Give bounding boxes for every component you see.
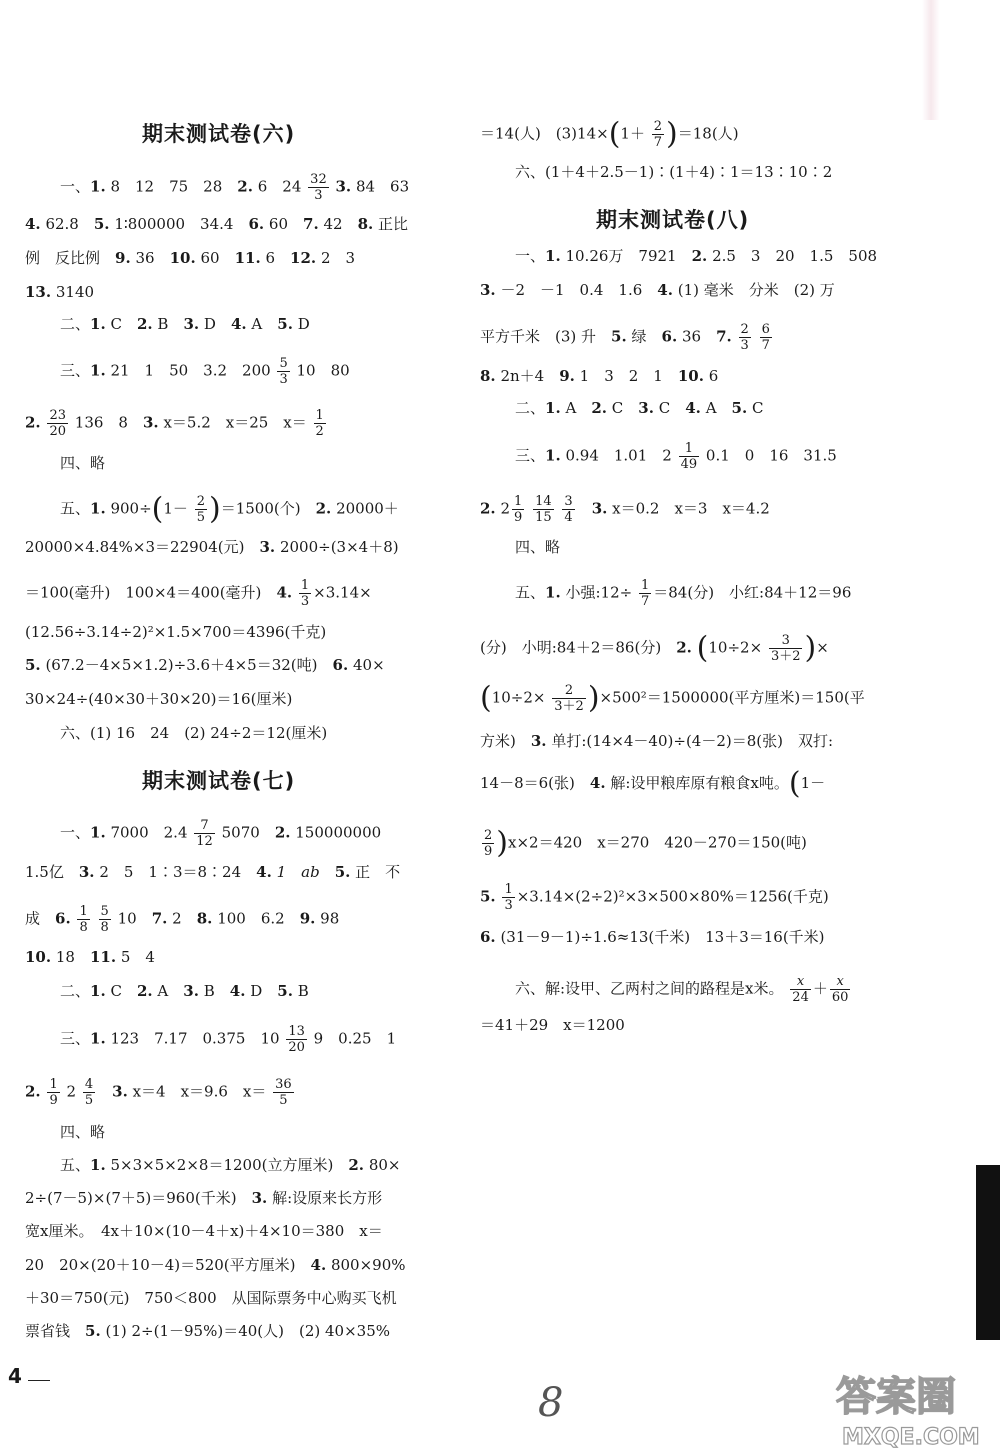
answer-line: 2÷(7－5)×(7＋5)＝960(千米) 3. 解:设原来长方形 (25, 1189, 383, 1207)
answer-line: 四、略 (60, 454, 106, 472)
answer-line: 例 反比例 9. 36 10. 60 11. 6 12. 2 3 (25, 249, 356, 267)
fraction: $\frac{1}{7}$ (640, 578, 650, 609)
fraction: $\frac{2}{7}$ (653, 119, 663, 150)
answer-line: 六、(1＋4＋2.5－1)∶(1＋4)∶1＝13∶10∶2 (515, 163, 833, 181)
fraction: $\frac{2}{3+2}$ (554, 683, 584, 714)
answer-line: (分) 小明:84＋2＝86(分) 2. (10÷2× $\frac{3}{3+2}$ )× (480, 630, 829, 666)
edge-tint (922, 0, 940, 120)
section-title-7: 期末测试卷(七) (142, 769, 296, 793)
fraction: $\frac{1}{49}$ (680, 441, 698, 472)
fraction: $\frac{7}{12}$ (196, 818, 213, 849)
fraction: $\frac{14}{15}$ (535, 494, 552, 525)
answer-line: 10. 18 11. 5 4 (25, 948, 155, 966)
answer-line: ＝100(毫升) 100×4＝400(毫升) 4. $\frac{1}{3}$ ×3.14× (25, 578, 372, 609)
answer-line: 1.5亿 3. 2 5 1∶3＝8∶24 4. 1 ab 5. 正 不 (25, 863, 401, 881)
answer-line: 一、1. 7000 2.4 $\frac{7}{12}$ 5070 2. 150000000 (60, 818, 382, 849)
answer-line: ＋30＝750(元) 750＜800 从国际票务中心购买飞机 (25, 1289, 397, 1307)
fraction: $\frac{13}{20}$ (288, 1024, 305, 1055)
answer-line: 2. $\frac{23}{20}$ 136 8 3. x＝5.2 x＝25 x＝ $\frac{1}{2}$ (25, 408, 324, 439)
fraction: $\frac{1}{3}$ (504, 882, 513, 913)
answer-line: 四、略 (515, 538, 561, 556)
answer-line: 五、1. 5×3×5×2×8＝1200(立方厘米) 2. 80× (60, 1156, 401, 1174)
answer-line: 14－8＝6(张) 4. 解:设甲粮库原有粮食x吨。(1－ (480, 766, 826, 801)
answer-line: 宽x厘米。 4x＋10×(10－4＋x)＋4×10＝380 x＝ (25, 1222, 383, 1240)
section-title-8: 期末测试卷(八) (596, 208, 750, 232)
answer-line: 二、1. C 2. B 3. D 4. A 5. D (60, 315, 310, 333)
fraction: $\frac{1}{8}$ (79, 904, 88, 935)
fraction: $\frac{3}{3+2}$ (770, 633, 801, 664)
answer-line: 4. 62.8 5. 1∶800000 34.4 6. 60 7. 42 8. 正比 (25, 215, 409, 233)
answer-line: (12.56÷3.14÷2)²×1.5×700＝4396(千克) (25, 623, 327, 641)
answer-line: 二、1. A 2. C 3. C 4. A 5. C (515, 399, 764, 417)
fraction: $\frac{2}{3}$ (740, 322, 749, 353)
answer-line: ＝14(人) (3)14×(1＋ $\frac{2}{7}$ )＝18(人) (480, 116, 739, 152)
fraction: $\frac{x}{24}$ (792, 974, 809, 1005)
answer-line: 13. 3140 (25, 283, 95, 301)
answer-line: 五、1. 小强:12÷ $\frac{1}{7}$ ＝84(分) 小红:84＋12＝96 (515, 578, 852, 609)
fraction: $\frac{4}{5}$ (84, 1077, 94, 1108)
watermark-text-cn: 答案圈 (836, 1374, 956, 1420)
answer-line: 五、1. 900÷(1－ $\frac{2}{5}$ )＝1500(个) 2. 20000＋ (60, 491, 399, 527)
answer-line: 20 20×(20＋10－4)＝520(平方厘米) 4. 800×90% (25, 1256, 406, 1274)
answer-line: 一、1. 8 12 75 28 2. 6 24 $\frac{32}{3}$ 3. 84 63 (60, 172, 410, 203)
answer-line: 方米) 3. 单打:(14×4－40)÷(4－2)＝8(张) 双打: (480, 732, 834, 750)
answer-line: 2. 2 $\frac{1}{9}$ $\frac{14}{15}$ $\frac{3}{4}$ 3. x＝0.2 x＝3 x＝4.2 (480, 494, 770, 525)
fraction: $\frac{1}{2}$ (315, 408, 324, 439)
section-title-6: 期末测试卷(六) (142, 122, 296, 146)
answer-line: $\frac{2}{9}$ )x×2＝420 x＝270 420－270＝150(吨) (484, 825, 807, 861)
page-number: 4 (8, 1364, 22, 1388)
answer-line: 平方千米 (3) 升 5. 绿 6. 36 7. $\frac{2}{3}$ $\frac{6}{7}$ (480, 322, 770, 353)
fraction: $\frac{1}{9}$ (514, 494, 523, 525)
answer-line: 四、略 (60, 1123, 106, 1141)
fraction: $\frac{3}{4}$ (564, 494, 573, 525)
fraction: $\frac{23}{20}$ (49, 408, 66, 439)
answer-line: 成 6. $\frac{1}{8}$ $\frac{5}{8}$ 10 7. 2 8. 100 6.2 9. 98 (25, 904, 340, 935)
answer-line: 一、1. 10.26万 7921 2. 2.5 3 20 1.5 508 (515, 247, 878, 265)
fraction: $\frac{36}{5}$ (275, 1077, 292, 1108)
watermark-logo (828, 1366, 998, 1450)
page-edge-mark (976, 1165, 1000, 1340)
answer-line: 8. 2n＋4 9. 1 3 2 1 10. 6 (480, 367, 719, 385)
handwritten-mark: 8 (538, 1380, 564, 1426)
answer-line: (10÷2× $\frac{2}{3+2}$ )×500²＝1500000(平方厘米)＝150(平 (480, 680, 865, 716)
fraction: $\frac{5}{3}$ (279, 356, 288, 387)
answer-line: 30×24÷(40×30＋30×20)＝16(厘米) (25, 690, 293, 708)
answer-line: 三、1. 0.94 1.01 2 $\frac{1}{49}$ 0.1 0 16 31.5 (515, 441, 837, 472)
page-number-dash (28, 1380, 50, 1381)
answer-line: ＝41＋29 x＝1200 (480, 1016, 625, 1034)
answer-line: 3. －2 －1 0.4 1.6 4. (1) 毫米 分米 (2) 万 (480, 281, 835, 299)
fraction: $\frac{6}{7}$ (761, 322, 770, 353)
fraction: $\frac{x}{60}$ (831, 974, 849, 1005)
fraction: $\frac{2}{9}$ (484, 828, 493, 859)
answer-line: 三、1. 123 7.17 0.375 10 $\frac{13}{20}$ 9 0.25 1 (60, 1024, 397, 1055)
fraction: $\frac{1}{9}$ (49, 1077, 58, 1108)
answer-line: 20000×4.84%×3＝22904(元) 3. 2000÷(3×4＋8) (25, 538, 399, 556)
answer-line: 票省钱 5. (1) 2÷(1－95%)＝40(人) (2) 40×35% (25, 1322, 391, 1340)
answer-line: 2. $\frac{1}{9}$ 2 $\frac{4}{5}$ 3. x＝4 x＝9.6 x＝ $\frac{36}{5}$ (25, 1077, 292, 1108)
answer-line: 二、1. C 2. A 3. B 4. D 5. B (60, 982, 309, 1000)
answer-line: 三、1. 21 1 50 3.2 200 $\frac{5}{3}$ 10 80 (60, 356, 350, 387)
answer-line: 六、解:设甲、乙两村之间的路程是x米。 $\frac{x}{24}$ ＋ $\frac{x}{60}$ (515, 974, 849, 1005)
watermark-text-en: MXQE.COM (842, 1425, 980, 1450)
answer-line: 六、(1) 16 24 (2) 24÷2＝12(厘米) (60, 724, 328, 742)
fraction: $\frac{1}{3}$ (300, 578, 310, 609)
answer-line: 5. (67.2－4×5×1.2)÷3.6＋4×5＝32(吨) 6. 40× (25, 656, 385, 674)
answer-line: 6. (31－9－1)÷1.6≈13(千米) 13＋3＝16(千米) (480, 928, 825, 946)
answer-line: 5. $\frac{1}{3}$ ×3.14×(2÷2)²×3×500×80%＝1256(千克) (480, 882, 829, 913)
fraction: $\frac{2}{5}$ (196, 494, 205, 525)
fraction: $\frac{5}{8}$ (100, 904, 109, 935)
fraction: $\frac{32}{3}$ (310, 172, 327, 203)
